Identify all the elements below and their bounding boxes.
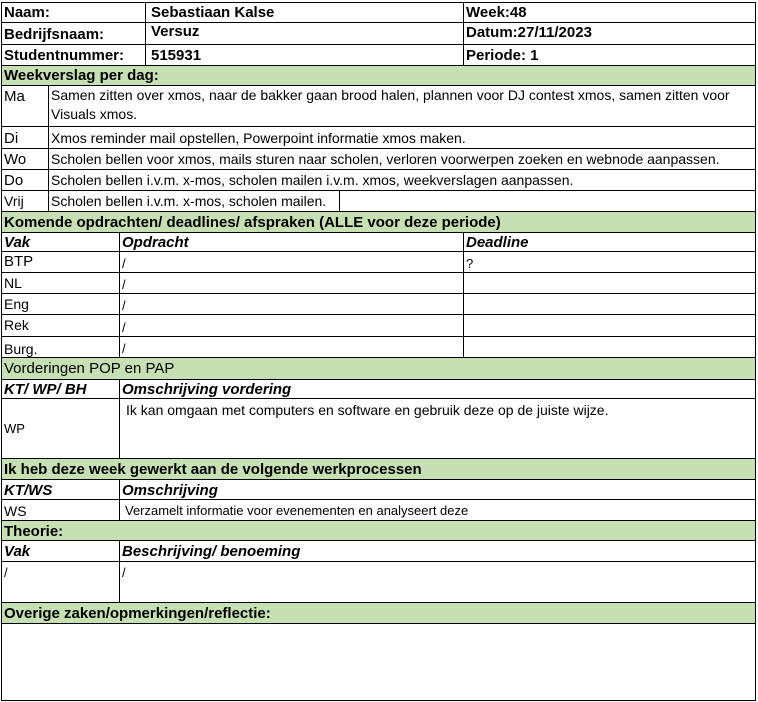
day-row [1, 149, 756, 170]
col-subject: Vak [4, 234, 31, 251]
day-text: Scholen bellen i.v.m. x-mos, scholen mailen. [48, 191, 340, 211]
assignment-subject: NL [4, 275, 22, 291]
header-row-name [1, 2, 756, 23]
assignments-section-title: Komende opdrachten/ deadlines/ afspraken (ALLE voor deze periode) [1, 212, 756, 233]
workprocess-desc: Verzamelt informatie voor evenementen en analyseert deze [119, 500, 755, 520]
assignment-subject: Rek [4, 317, 29, 333]
progress-code: WP [4, 421, 25, 436]
theory-header-row [1, 541, 756, 562]
assignment-subject: Burg. [4, 341, 38, 357]
day-row [1, 86, 756, 127]
workprocess-section-title: Ik heb deze week gewerkt aan de volgende werkprocessen [1, 459, 756, 480]
assignment-deadline: ? [463, 252, 755, 272]
week-value: Week:48 [463, 3, 755, 22]
assignment-task: / [119, 252, 463, 272]
day-label: Vrij [4, 193, 24, 209]
header-row-company [1, 23, 756, 45]
theory-section-title: Theorie: [1, 521, 756, 541]
day-label: Ma [4, 88, 25, 105]
col-ws-code: KT/WS [4, 482, 53, 499]
theory-desc: / [119, 562, 755, 602]
name-value: Sebastiaan Kalse [145, 3, 463, 22]
col-ws-desc: Omschrijving [119, 480, 755, 499]
company-label: Bedrijfsnaam: [4, 26, 105, 43]
assignment-task: / [119, 315, 463, 336]
progress-section-title: Vorderingen POP en PAP [1, 358, 756, 380]
period-value: Periode: 1 [463, 45, 755, 65]
col-code: KT/ WP/ BH [4, 381, 87, 398]
assignment-task: / [119, 337, 463, 357]
assignment-deadline [463, 273, 755, 293]
date-value: Datum:27/11/2023 [463, 23, 755, 44]
company-value: Versuz [145, 23, 463, 44]
assignment-row [1, 273, 756, 294]
day-text: Samen zitten over xmos, naar de bakker gaan brood halen, plannen voor DJ contest xmos, samen zitten voor Visuals xmos. [48, 86, 755, 126]
assignment-subject: BTP [4, 253, 34, 270]
progress-header-row [1, 380, 756, 399]
day-label: Wo [4, 151, 27, 168]
theory-row [1, 562, 756, 603]
assignment-row [1, 337, 756, 358]
day-text: Xmos reminder mail opstellen, Powerpoint informatie xmos maken. [48, 127, 755, 148]
theory-subject: / [4, 565, 8, 580]
workprocess-header-row [1, 480, 756, 500]
workprocess-row [1, 500, 756, 521]
progress-row [1, 399, 756, 459]
day-row [1, 170, 756, 191]
assignment-row [1, 252, 756, 273]
col-theory-desc: Beschrijving/ benoeming [119, 541, 755, 561]
student-label: Studentnummer: [4, 47, 124, 64]
day-label: Di [4, 130, 19, 147]
assignment-row [1, 315, 756, 337]
day-text: Scholen bellen voor xmos, mails sturen naar scholen, verloren voorwerpen zoeken en webnode aanpassen. [48, 149, 755, 169]
name-label: Naam: [4, 4, 50, 21]
assignment-task: / [119, 273, 463, 293]
col-deadline: Deadline [463, 233, 755, 251]
assignment-deadline [463, 315, 755, 336]
col-task: Opdracht [119, 233, 463, 251]
assignments-header-row [1, 233, 756, 252]
day-text: Scholen bellen i.v.m. x-mos, scholen mailen i.v.m. xmos, weekverslagen aanpassen. [48, 170, 755, 190]
day-label: Do [4, 172, 24, 189]
other-notes-area [1, 624, 756, 701]
header-row-student [1, 45, 756, 66]
workprocess-code: WS [4, 503, 27, 519]
assignment-deadline [463, 294, 755, 314]
student-value: 515931 [145, 45, 463, 65]
assignment-row [1, 294, 756, 315]
assignment-task: / [119, 294, 463, 314]
weekly-section-title: Weekverslag per dag: [1, 66, 756, 86]
col-progress-desc: Omschrijving vordering [119, 380, 755, 398]
col-theory-subject: Vak [4, 543, 31, 560]
day-row [1, 191, 756, 212]
assignment-subject: Eng [4, 296, 29, 312]
progress-desc: Ik kan omgaan met computers en software en gebruik deze op de juiste wijze. [119, 399, 755, 458]
day-row [1, 127, 756, 149]
other-section-title: Overige zaken/opmerkingen/reflectie: [1, 603, 756, 624]
assignment-deadline [463, 337, 755, 357]
